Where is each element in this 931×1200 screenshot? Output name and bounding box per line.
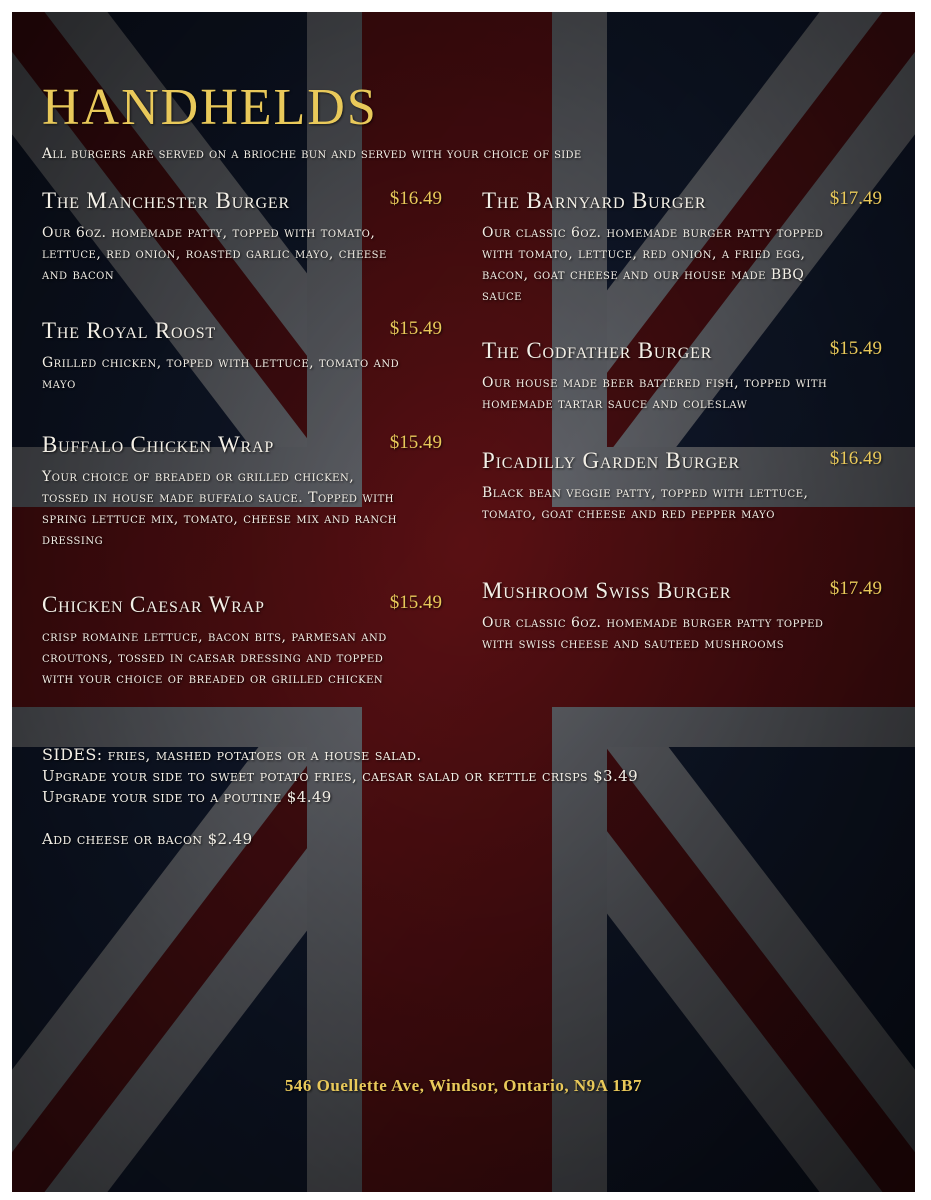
menu-item-royal-roost: [42, 318, 442, 395]
sides-options: fries, mashed potatoes or a house salad.: [107, 746, 422, 764]
item-price: $17.49: [829, 188, 882, 209]
item-description: Your choice of breaded or grilled chicken, tossed in house made buffalo sauce. Topped with spring lettuce mix, tomato, cheese mix and ranch dressing: [42, 469, 397, 548]
sides-poutine-line: Upgrade your side to a poutine $4.49: [42, 788, 332, 806]
item-name: Chicken Caesar Wrap: [42, 592, 265, 617]
menu-subtitle: All burgers are served on a brioche bun and served with your choice of side: [42, 146, 582, 162]
sides-section: [42, 744, 902, 850]
menu-item-picadilly-garden-burger: [482, 448, 882, 525]
menu-item-barnyard-burger: [482, 188, 882, 307]
item-description: Grilled chicken, topped with lettuce, tomato and mayo: [42, 355, 400, 392]
page-title: HANDHELDS: [42, 79, 378, 136]
item-name: Buffalo Chicken Wrap: [42, 432, 275, 457]
item-price: $15.49: [389, 432, 442, 453]
item-description: Our house made beer battered fish, topped with homemade tartar sauce and coleslaw: [482, 375, 828, 412]
item-name: The Royal Roost: [42, 318, 217, 343]
item-description: Our classic 6oz. homemade burger patty topped with tomato, lettuce, red onion, a fried egg, bacon, goat cheese and our house made BBQ sauce: [482, 225, 824, 304]
item-price: $16.49: [829, 448, 882, 469]
item-name: Mushroom Swiss Burger: [482, 578, 732, 603]
item-description: Black bean veggie patty, topped with lettuce, tomato, goat cheese and red pepper mayo: [482, 485, 809, 522]
menu-item-codfather-burger: [482, 338, 882, 415]
item-description: Our 6oz. homemade patty, topped with tomato, lettuce, red onion, roasted garlic mayo, cheese and bacon: [42, 225, 387, 283]
menu-item-chicken-caesar-wrap: [42, 592, 442, 690]
item-price: $15.49: [389, 318, 442, 339]
sides-label: SIDES:: [42, 745, 103, 764]
restaurant-address: 546 Ouellette Ave, Windsor, Ontario, N9A 1B7: [284, 1076, 643, 1095]
item-name: The Codfather Burger: [482, 338, 713, 363]
menu-item-mushroom-swiss-burger: [482, 578, 882, 655]
item-description: crisp romaine lettuce, bacon bits, parmesan and croutons, tossed in caesar dressing and topped with your choice of breaded or grilled chicken: [42, 629, 387, 687]
menu-page: [12, 12, 915, 1192]
item-price: $16.49: [389, 188, 442, 209]
item-name: Picadilly Garden Burger: [482, 448, 740, 473]
item-price: $15.49: [829, 338, 882, 359]
sides-upgrade-line: Upgrade your side to sweet potato fries, caesar salad or kettle crisps $3.49: [42, 767, 639, 785]
item-description: Our classic 6oz. homemade burger patty topped with swiss cheese and sauteed mushrooms: [482, 615, 824, 652]
item-price: $17.49: [829, 578, 882, 599]
menu-item-manchester-burger: [42, 188, 442, 286]
item-price: $15.49: [389, 592, 442, 613]
item-name: The Manchester Burger: [42, 188, 290, 213]
sides-addon-line: Add cheese or bacon $2.49: [42, 830, 253, 848]
item-name: The Barnyard Burger: [482, 188, 707, 213]
sides-line: [42, 744, 902, 766]
menu-item-buffalo-chicken-wrap: [42, 432, 442, 551]
